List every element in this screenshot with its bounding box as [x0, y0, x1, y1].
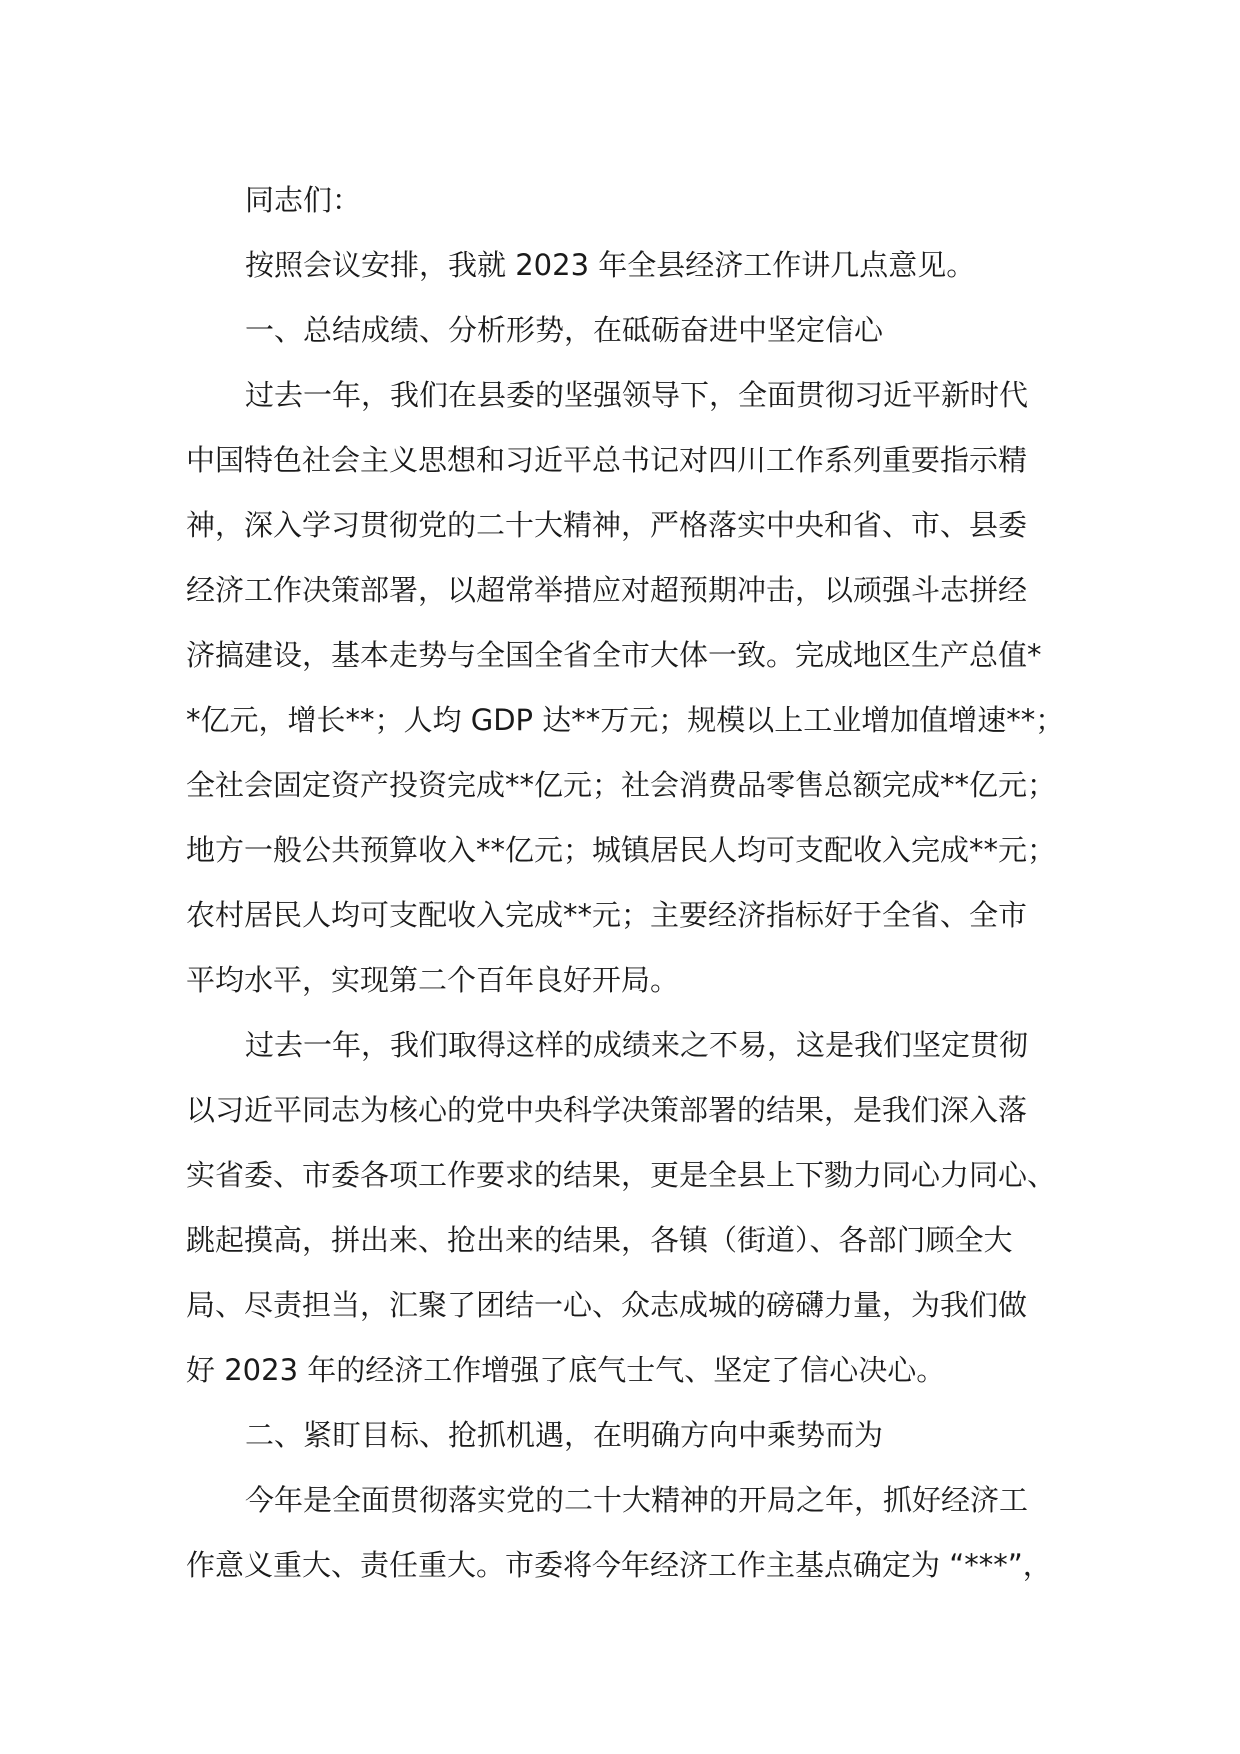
paragraph-line: 今年是全面贯彻落实党的二十大精神的开局之年，抓好经济工 — [245, 1483, 1029, 1517]
intro-line: 按照会议安排，我就 2023 年全县经济工作讲几点意见。 — [245, 248, 976, 282]
section-heading-1: 一、总结成绩、分析形势，在砥砺奋进中坚定信心 — [245, 313, 884, 347]
paragraph-line: 地方一般公共预算收入**亿元；城镇居民人均可支配收入完成**元； — [186, 833, 1057, 867]
paragraph-line: 实省委、市委各项工作要求的结果，更是全县上下勠力同心力同心、 — [186, 1158, 1057, 1192]
paragraph-line: 济搞建设，基本走势与全国全省全市大体一致。完成地区生产总值* — [186, 638, 1042, 672]
paragraph-line: 局、尽责担当，汇聚了团结一心、众志成城的磅礴力量，为我们做 — [186, 1288, 1028, 1322]
paragraph-line: 过去一年，我们取得这样的成绩来之不易，这是我们坚定贯彻 — [245, 1028, 1029, 1062]
paragraph-line: 经济工作决策部署，以超常举措应对超预期冲击，以顽强斗志拼经 — [186, 573, 1028, 607]
paragraph-line: 以习近平同志为核心的党中央科学决策部署的结果，是我们深入落 — [186, 1093, 1028, 1127]
paragraph-line: 跳起摸高，拼出来、抢出来的结果，各镇（街道）、各部门顾全大 — [186, 1223, 1013, 1257]
paragraph-line: 平均水平，实现第二个百年良好开局。 — [186, 963, 680, 997]
paragraph-line: 中国特色社会主义思想和习近平总书记对四川工作系列重要指示精 — [186, 443, 1028, 477]
paragraph-line: 作意义重大、责任重大。市委将今年经济工作主基点确定为 “***”， — [186, 1548, 1052, 1582]
paragraph-line: 好 2023 年的经济工作增强了底气士气、坚定了信心决心。 — [186, 1353, 946, 1387]
salutation: 同志们： — [245, 183, 362, 217]
paragraph-line: *亿元，增长**；人均 GDP 达**万元；规模以上工业增加值增速**； — [186, 703, 1065, 737]
paragraph-line: 过去一年，我们在县委的坚强领导下，全面贯彻习近平新时代 — [245, 378, 1029, 412]
paragraph-line: 神，深入学习贯彻党的二十大精神，严格落实中央和省、市、县委 — [186, 508, 1028, 542]
paragraph-line: 全社会固定资产投资完成**亿元；社会消费品零售总额完成**亿元； — [186, 768, 1057, 802]
section-heading-2: 二、紧盯目标、抢抓机遇，在明确方向中乘势而为 — [245, 1418, 884, 1452]
document-body — [186, 168, 1076, 1598]
paragraph-line: 农村居民人均可支配收入完成**元；主要经济指标好于全省、全市 — [186, 898, 1028, 932]
